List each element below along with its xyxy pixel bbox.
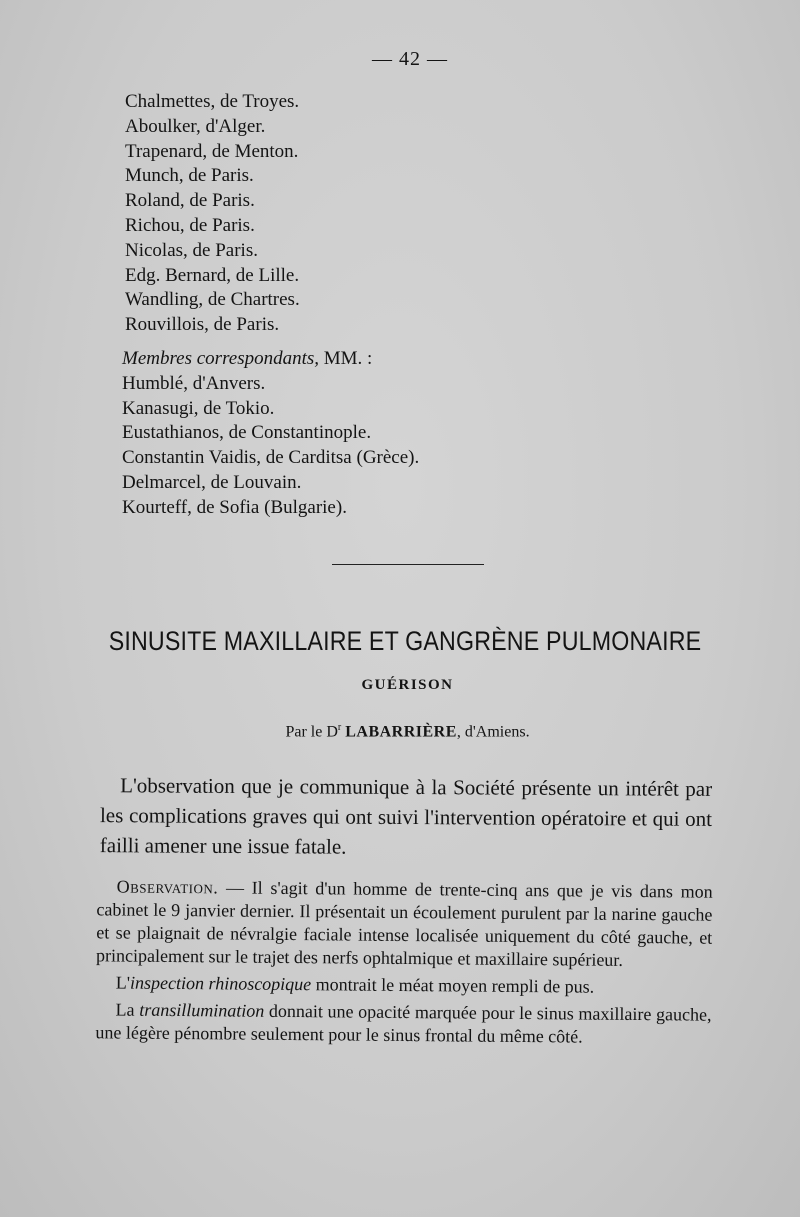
transillumination-article: La (115, 999, 140, 1020)
corresponding-heading-italic: Membres correspondants, (122, 348, 320, 369)
article-subtitle: GUÉRISON (361, 677, 454, 693)
intro-paragraph: L'observation que je communique à la Société présente un intérêt par les complications graves qui ont suivi l'intervention opératoire et qui ont failli amener une issue fatale. (99, 773, 713, 859)
article-byline (0, 722, 800, 741)
byline-prefix: Par le D (285, 723, 338, 741)
member-entry: Wandling, de Chartres. (125, 289, 300, 311)
corresponding-member-entry: Eustathianos, de Constantinople. (122, 422, 372, 444)
member-entry: Roland, de Paris. (125, 190, 255, 212)
corresponding-member-entry: Kanasugi, de Tokio. (122, 397, 275, 419)
member-entry: Trapenard, de Menton. (125, 140, 299, 162)
member-entry: Chalmettes, de Troyes. (125, 91, 300, 112)
corresponding-member-entry: Constantin Vaidis, de Carditsa (Grèce). (122, 447, 420, 469)
transillumination-paragraph (95, 998, 711, 1049)
corresponding-member-entry: Humblé, d'Anvers. (122, 372, 266, 394)
observation-paragraph (96, 875, 713, 972)
inspection-article: L' (115, 972, 131, 993)
member-entry: Richou, de Paris. (125, 214, 255, 236)
article-title: SINUSITE MAXILLAIRE ET GANGRÈNE PULMONAIRE (108, 626, 702, 656)
member-entry: Rouvillois, de Paris. (125, 314, 280, 336)
inspection-term: inspection rhinoscopique (129, 972, 312, 995)
inspection-text: montrait le méat moyen rempli de pus. (311, 974, 595, 997)
transillumination-term: transillumination (139, 999, 265, 1021)
member-entry: Edg. Bernard, de Lille. (125, 264, 300, 286)
corresponding-heading-rest: MM. : (319, 348, 373, 369)
corresponding-members-heading (122, 347, 419, 372)
author-name: LABARRIÈRE (345, 723, 457, 741)
inspection-paragraph (96, 971, 712, 999)
observation-text: — Il s'agit d'un homme de trente-cinq ans que je vis dans mon cabinet le 9 janvier dernier. Il présentait un écoulement purulent par la narine gauche et se plaignait de névralgie faciale intense localisée uniquement du côté gauche, et principalement sur le trajet des nerfs ophtalmique et maxillaire supérieur. (95, 877, 713, 970)
member-entry: Munch, de Paris. (125, 165, 254, 187)
observation-lead: Observation. (116, 876, 219, 898)
transillumination-text: donnait une opacité marquée pour le sinus maxillaire gauche, une légère pénombre seulement pour le sinus frontal du même côté. (95, 1000, 712, 1047)
section-divider (332, 564, 484, 565)
member-entry: Nicolas, de Paris. (125, 239, 258, 261)
corresponding-member-entry: Kourteff, de Sofia (Bulgarie). (122, 496, 347, 518)
byline-suffix: , d'Amiens. (456, 723, 530, 741)
member-entry: Aboulker, d'Alger. (125, 115, 266, 137)
byline-superscript: r (337, 722, 342, 733)
page-number: — 42 — (372, 48, 448, 70)
corresponding-members (122, 347, 419, 521)
member-list (125, 90, 300, 338)
corresponding-member-entry: Delmarcel, de Louvain. (122, 471, 302, 493)
article-body (95, 875, 712, 1053)
